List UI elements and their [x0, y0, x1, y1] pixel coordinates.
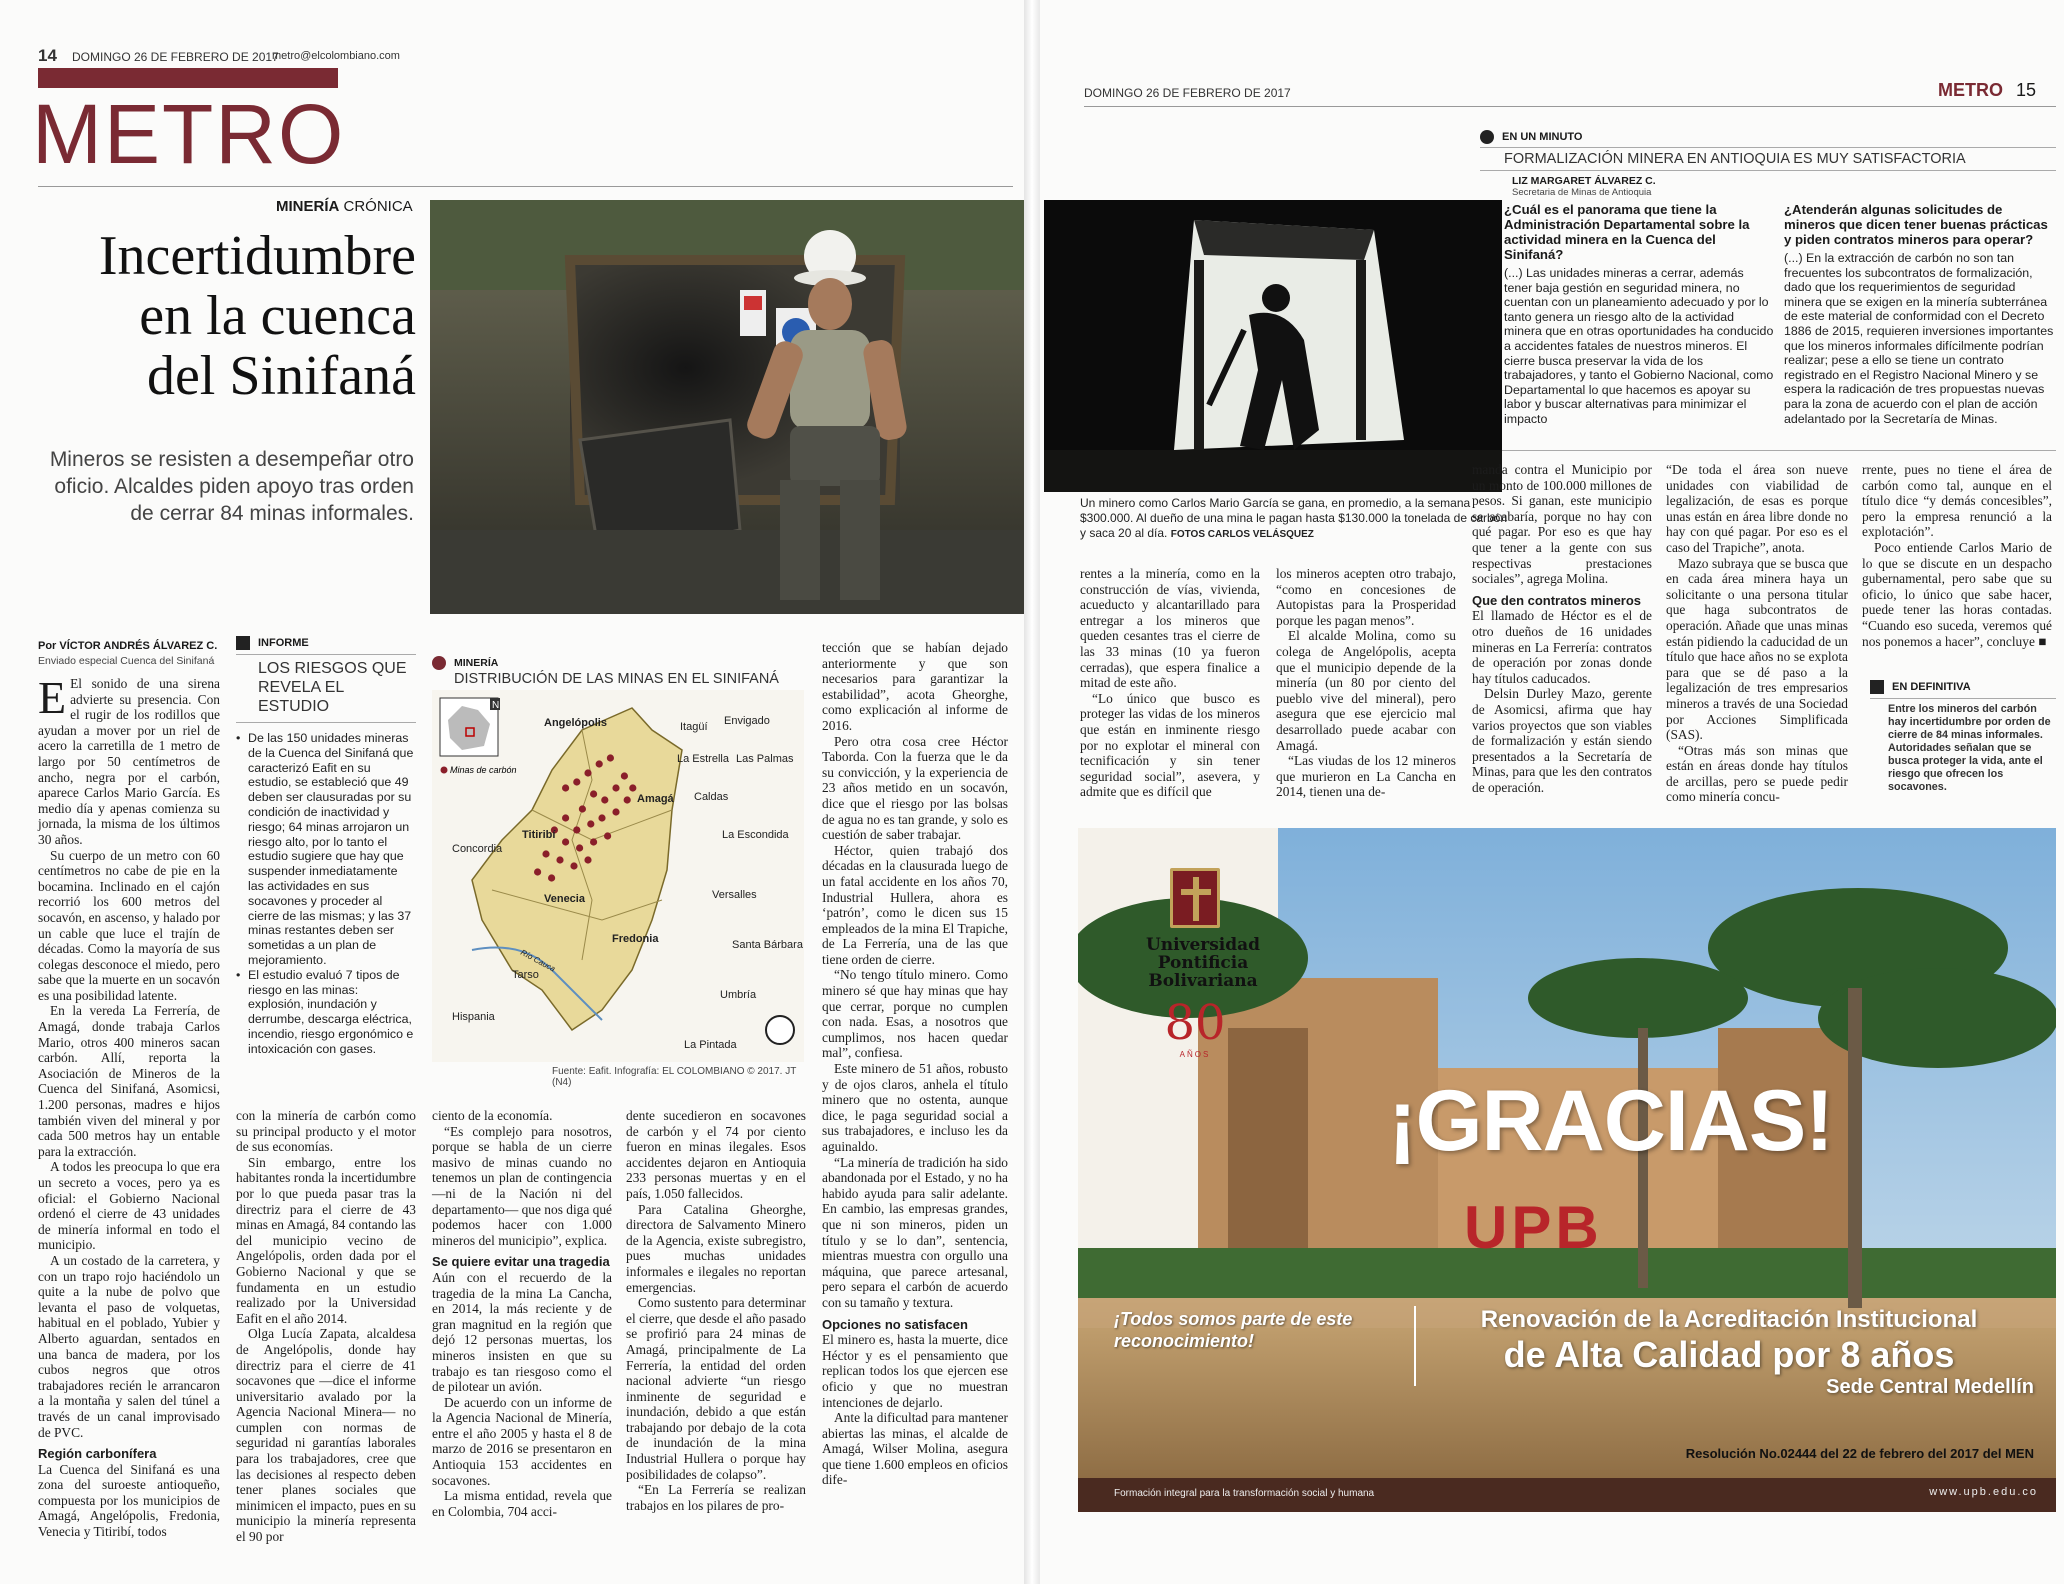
summary-box [1870, 680, 2056, 794]
paragraph: “En La Ferrería se realizan trabajos en los pilares de pro- [626, 1482, 806, 1513]
place-label: Envigado [724, 715, 770, 727]
rule [1480, 147, 2056, 148]
university-name: Universidad Pontificia Bolivariana [1145, 935, 1261, 991]
clock-icon [1480, 130, 1494, 144]
paragraph: “Las viudas de los 12 mineros que murieron en La Cancha en 2014, tienen una de- [1276, 753, 1456, 800]
left-page [0, 0, 1024, 1584]
article-col-2 [236, 1108, 416, 1545]
place-label: Itagüí [680, 721, 708, 733]
paragraph: Mazo subraya que se busca que en cada área minera haya un solicitante o una persona titular que haga subcontratos de operación. Añade que unas minas están pidiendo la caducidad de un título que hace años no se explota para que se dé paso a la legalización de tres empresarios mineros a través de una Sociedad por Acciones Simplificada (SAS). [1666, 555, 1848, 743]
answer: (...) Las unidades mineras a cerrar, además tener baja gestión en seguridad minera, no cuentan con un planeamiento adecuado y por lo tanto genera un riesgo alto de la actividad minera que en otras oportunidades ha conducido a accidentes fatales de nuestros mineros. El cierre busca preservar la vida de los trabajadores, y tanto el Gobierno Nacional, como Departamental lo que hacemos es apoyar su labor y buscar alternativas para minimizar el impacto [1504, 266, 1774, 426]
paragraph: Para Catalina Gheorghe, directora de Salvamento Minero de la Agencia, existe subregistro, pues muchas unidades informales e ilegales no reportan emergencias. [626, 1201, 806, 1295]
mine-marker [598, 814, 605, 821]
mine-marker [587, 820, 594, 827]
question: ¿Atenderán algunas solicitudes de mineros que dicen tener buenas prácticas y piden contratos mineros para operar? [1784, 202, 2048, 247]
issue-date: DOMINGO 26 DE FEBRERO DE 2017 [72, 50, 279, 64]
headline: Incertidumbre en la cuenca del Sinifaná [98, 225, 416, 407]
paragraph: “Lo único que busco es proteger las vidas de los mineros que están en inminente riesgo por no explotar el mineral con tecnificación y sin tener seguridad social”, asevera, y admite que es difícil que [1080, 690, 1260, 800]
paragraph: “Es complejo para nosotros, porque se habla de un cierre masivo de minas cuando no tenemos un plan de contingencia —ni de la Nación ni del departamento— que nos diga qué podemos hacer con 1.000 mineros del municipio”, explica. [432, 1123, 612, 1248]
place-label: Concordia [452, 843, 503, 855]
paragraph: La misma entidad, revela que en Colombia, 704 acci- [432, 1488, 612, 1519]
legend-label: Minas de carbón [450, 765, 517, 775]
place-label: La Pintada [684, 1039, 737, 1051]
paragraph: Este minero de 51 años, robusto y de ojos claros, anhela el título minero que no ostenta, aunque dice, le paga seguridad social a sus trabajadores, e incluso les da aguinaldo. [822, 1061, 1008, 1154]
paragraph: La Cuenca del Sinifaná es una zona del suroeste antioqueño, compuesta por los municipios de Amagá, Angelópolis, Fredonia, Venecia y Titiribí, todos [38, 1461, 220, 1540]
box-title: FORMALIZACIÓN MINERA EN ANTIOQUIA ES MUY SATISFACTORIA [1504, 151, 1966, 167]
place-label: Umbría [720, 989, 757, 1001]
tunnel-photo-illustration [1044, 200, 1502, 492]
mine-marker [624, 796, 631, 803]
mine-marker [596, 760, 603, 767]
paragraph: E El sonido de una sirena advierte su presencia. Con el rugir de los rodillos que ayudan a mover por un riel de acero la carretilla de 1 metro de largo por 50 centímetros de ancho, negra por el carbón, aparece Carlos Mario García. Es medio día y apenas comienza su jornada, la misma de los últimos 30 años. [38, 672, 220, 847]
mine-marker [573, 778, 580, 785]
mine-marker [629, 784, 636, 791]
crest-shape [1170, 868, 1220, 928]
page-number: 15 [2016, 80, 2037, 100]
section-bar [38, 68, 338, 88]
mine-marker [548, 874, 555, 881]
mine-marker [604, 832, 611, 839]
page-gutter [1024, 0, 1040, 1584]
paragraph: A un costado de la carretera, y con un trapo rojo haciéndolo un quite a la nube de polvo que levanta el paso de volquetas, habitual en el poblado, Yubier y Alberto aguardan, sentados en una banca de madera, por los cubos negros que otros trabajadores recién le arrancaron a la montaña y salen del túnel a través de un canal improvisado de PVC. [38, 1252, 220, 1440]
place-label: Amagá [637, 793, 674, 805]
mine-marker [579, 805, 586, 812]
box-kicker: EN DEFINITIVA [1870, 680, 2056, 694]
document-icon [236, 636, 250, 650]
byline: Por VÍCTOR ANDRÉS ÁLVAREZ C. [38, 640, 218, 652]
list-item: • De las 150 unidades mineras de la Cuenca del Sinifaná que caracterizó Eafit en su estudio, se estableció que 49 deben ser clausuradas por su condición de inactividad y riesgo; 64 minas arrojaron un riesgo alto, por lo tanto el estudio sugiere que hay que suspender inmediatamente las actividades en sus socavones y proceder al cierre de las mismas; y las 37 minas restantes deben ser sometidas a un plan de mejoramiento. [236, 731, 416, 968]
interview-q2 [1784, 202, 2056, 426]
article-col-r3 [1472, 462, 1652, 795]
interviewee-name: LIZ MARGARET ÁLVAREZ C. [1512, 175, 1656, 187]
mine-marker [621, 772, 628, 779]
subhead: Opciones no satisfacen [822, 1316, 968, 1332]
ad-url[interactable]: www.upb.edu.co [1929, 1486, 2038, 1498]
mine-marker [601, 796, 608, 803]
paragraph: Héctor, quien trabajó dos décadas en la clausurada luego de un fatal accidente en los años 70, Industrial Hullera, ahora es ‘patrón’, como le dicen sus 15 empleados de la mina El Trapiche, de La Ferrería, una de las que tiene orden de cierre. [822, 842, 1008, 967]
accreditation-line-1: Renovación de la Acreditación Institucional [1480, 1306, 1978, 1333]
paragraph: Su cuerpo de un metro con 60 centímetros no cabe de pie en la bocamina. Inclinado en el cajón recorrió los 600 metros del socavón, en ascenso, y halado por un cable que luce el trajín de décadas. Como la mayoría de sus colegas desconoce el miedo, pero sabe que la muerte en un socavón es una posibilidad latente. [38, 847, 220, 1003]
mine-marker [556, 856, 563, 863]
check-icon [1870, 680, 1884, 694]
pickaxe-icon [432, 656, 446, 670]
paragraph: Olga Lucía Zapata, alcaldesa de Angelópolis, donde hay directriz para el cierre de 41 socavones que —dice el informe universitario avalado por la Agencia Nacional Minera— no cumplen con normas de seguridad ni garantías laborales para los trabajadores, cree que las decisiones al respecto deben tener planes sociales que minimicen el impacto, pues en su municipio la minería representa el 90 por [236, 1326, 416, 1545]
place-label: Santa Bárbara [732, 939, 803, 951]
mine-marker [584, 769, 591, 776]
place-label: Fredonia [612, 933, 659, 945]
mine-marker [573, 826, 580, 833]
article-col-map-right [822, 640, 1008, 1488]
place-label: Angelópolis [544, 717, 607, 729]
section-title: METRO [32, 87, 346, 181]
rule [1084, 106, 2056, 107]
ad-divider [1414, 1306, 1416, 1386]
mine-marker [612, 808, 619, 815]
colombiano-logo-icon [766, 1016, 794, 1044]
paragraph: Poco entiende Carlos Mario de lo que se discute en un despacho gubernamental, pero sabe que su oficio, lo único que sabe hacer, puede tener las horas contadas. “Cuando eso suceda, veremos qué nos ponemos a hacer”, concluye ■ [1862, 539, 2052, 649]
deck: Mineros se resisten a desempeñar otro oficio. Alcaldes piden apoyo tras orden de cerrar 84 minas informales. [49, 448, 414, 525]
interviewee-role: Secretaria de Minas de Antioquia [1512, 187, 1652, 198]
crest-cross-h [1181, 889, 1211, 895]
risk-list [236, 731, 416, 1057]
place-label: Tarso [512, 969, 539, 981]
mine-marker [534, 868, 541, 875]
box-title: LOS RIESGOS QUE REVELA EL ESTUDIO [258, 660, 407, 715]
place-label: Hispania [452, 1011, 495, 1023]
ad-tagline: ¡Todos somos parte de este reconocimiento! [1114, 1309, 1353, 1351]
paragraph: Delsin Durley Mazo, gerente de Asomicsi, afirma que hay varios proyectos que son viables de formalización y están siendo presentados a la Secretaría de Minas, para que les den contratos de operación. [1472, 686, 1652, 795]
paragraph: Sin embargo, entre los habitantes ronda la incertidumbre por lo que pueda pasar tras la directriz para el cierre de 43 minas en Amagá, 84 contando las del municipio vecino de Angelópolis, orden dada por el Gobierno Nacional y que se fundamenta en un estudio realizado por la Universidad Eafit en el año 2014. [236, 1154, 416, 1326]
box-kicker: INFORME [236, 636, 416, 650]
paragraph: ciento de la economía. [432, 1108, 553, 1123]
mine-marker [584, 856, 591, 863]
paragraph: rentes a la minería, como en la construcción de vías, vivienda, acueducto y alcantarillado para entregar a los mineros que queden cesantes tras el cierre de las 33 minas (10 ya fueron cerradas), que espera finalice a mitad de este año. [1080, 566, 1260, 691]
article-col-r4 [1666, 462, 1848, 805]
place-label: Titiribí [522, 829, 556, 841]
mine-marker [590, 838, 597, 845]
rule [236, 654, 416, 655]
place-label: La Estrella [677, 753, 729, 765]
mine-marker [607, 754, 614, 761]
map-graphic [432, 690, 804, 1062]
kicker: MINERÍA CRÓNICA [276, 198, 413, 215]
answer: (...) En la extracción de carbón no son tan frecuentes los subcontratos de formalización, dado que los requerimientos de seguridad minera que se exigen en la minería subterránea de este material de conformidad con el Decreto 1886 de 2015, requieren inversiones importantes que los mineros informales difícilmente podrían realizar; pese a ello se tiene un contrato registrado en el Registro Nacional Minero y se espera la radicación de tres propuestas nuevas para la zona de acuerdo con el plan de acción adelantado por la Secretaría de Minas. [1784, 251, 2054, 426]
upb-advertisement[interactable] [1078, 828, 2056, 1512]
ad-footer-text: Formación integral para la transformación social y humana [1114, 1488, 1375, 1499]
paragraph: El minero es, hasta la muerte, dice Héctor y es el pensamiento que replican todos los que ejercen ese oficio y que no muestran intenciones de dejarlo. [822, 1332, 1008, 1410]
paragraph: Como sustento para determinar el cierre, que desde el año pasado se profirió para 24 minas de Amagá, principalmente de La Ferrería, la entidad del orden nacional advierte “un riesgo inminente de seguridad e inundación, debido a que están trabajando por debajo de la cota de inundación de la mina Industrial Hullera o porque hay posibilidades de colapso”. [626, 1295, 806, 1482]
place-label: Río Cauca [519, 947, 557, 974]
paragraph: manda contra el Municipio por un monto de 100.000 millones de pesos. Si ganan, este municipio se acabaría, porque no hay con qué pagar. Por eso es que hay que tener a la gente con sus respectivas prestaciones sociales”, agrega Molina. [1472, 462, 1652, 587]
paragraph: El alcalde Molina, como su colega de Angelópolis, acepta que el municipio depende de la minería (un 80 por ciento del pueblo vive del mineral), pero asegura que ese ejercicio mal desarrollado puede acabar con Amagá. [1276, 628, 1456, 753]
upb-crest-icon [1140, 868, 1250, 938]
tunnel-photo [1044, 200, 1502, 492]
crest-cross-v [1193, 877, 1199, 921]
page-number: 14 [38, 46, 57, 65]
photo-caption: Un minero como Carlos Mario García se gana, en promedio, a la semana $300.000. Al dueño de una mina le pagan hasta $130.000 la tonelada de carbón y saca 20 al día. FOTOS CARLOS VELÁSQUEZ [1080, 496, 1508, 540]
place-label: La Escondida [722, 829, 789, 841]
section-label: METRO [1938, 80, 2003, 100]
legend-dot [441, 767, 448, 774]
drop-cap: E [38, 672, 67, 723]
question: ¿Cuál es el panorama que tiene la Administración Departamental sobre la actividad minera en la Cuenca del Sinifaná? [1504, 202, 1750, 262]
accreditation-line-2: de Alta Calidad por 8 años [1503, 1334, 1955, 1375]
list-item: • El estudio evaluó 7 tipos de riesgo en las minas: explosión, inundación y derrumbe, descarga eléctrica, incendio, riesgo ergonómico e intoxicación con gases. [236, 968, 416, 1057]
photo-credit: FOTOS CARLOS VELÁSQUEZ [1170, 529, 1314, 540]
anniversary-number: 80 [1164, 995, 1226, 1051]
paragraph: En la vereda La Ferrería, de Amagá, donde trabaja Carlos Mario, otros 400 mineros sacan carbón. Allí, reporta la Asociación de Mineros de la Cuenca del Sinifaná, Asomicsi, 1.200 personas, madres e hijos también viven del mineral y por cada 500 metros hay un entable para la extracción. [38, 1003, 220, 1159]
paragraph: con la minería de carbón como su principal producto y el motor de sus economías. [236, 1108, 416, 1155]
article-col-1 [38, 672, 220, 1540]
box-kicker: EN UN MINUTO [1480, 130, 2056, 144]
mine-marker [576, 844, 583, 851]
right-page [1040, 0, 2064, 1584]
subhead: Región carbonífera [38, 1446, 157, 1462]
subhead: Se quiere evitar una tragedia [432, 1254, 610, 1270]
paragraph: Ante la dificultad para mantener abiertas las minas, el alcalde de Amagá, Wilser Molina, asegura que tiene 1.600 empleos en oficios dife- [822, 1410, 1008, 1488]
miner-photo-illustration [430, 200, 1024, 614]
map-kicker: MINERÍA [432, 656, 804, 670]
rule [1870, 698, 2056, 699]
ad-headline: ¡GRACIAS! [1388, 1073, 1833, 1169]
place-label: Versalles [712, 889, 757, 901]
interview-box [1480, 130, 2056, 198]
paragraph: A todos les preocupa lo que era un secreto a voces, pero ya es oficial: el Gobierno Nacional ordenó el cierre de 43 unidades de minería informal en todo el municipio. [38, 1159, 220, 1253]
paragraph: “De toda el área son nueve unidades con viabilidad de legalización, de esas es porque unas están en área libre donde no hay con qué pagar. Por eso es el caso del Trapiche”, anota. [1666, 462, 1848, 555]
resolution-text: Resolución No.02444 del 22 de febrero del 2017 del MEN [1685, 1446, 2034, 1461]
rule [38, 186, 1013, 187]
rule [236, 722, 416, 723]
paragraph: El llamado de Héctor es el de otro dueños de 16 unidades mineras en La Ferrería: contratos de operación por zonas donde hay títulos caducados. [1472, 608, 1652, 686]
rule [1480, 170, 2056, 171]
byline-role: Enviado especial Cuenca del Sinifaná [38, 655, 215, 667]
interview-q1 [1504, 202, 1774, 427]
paragraph: “No tengo título minero. Como minero sé que hay minas que hay que cerrar, porque no cumplen con nada. Esas, a nosotros que cumplimos, nos hacen quedar mal”, confiesa. [822, 967, 1008, 1061]
paragraph: De acuerdo con un informe de la Agencia Nacional de Minería, entre el año 2005 y hasta el 8 de marzo de 2016 se presentaron en Antioquia 153 accidentes en socavones. [432, 1394, 612, 1488]
mine-marker [542, 850, 549, 857]
subhead: Que den contratos mineros [1472, 592, 1642, 608]
informe-box [236, 636, 416, 1102]
article-col-r2 [1276, 566, 1456, 800]
mine-marker [590, 790, 597, 797]
campus-label: Sede Central Medellín [1826, 1376, 2034, 1398]
paragraph: Aún con el recuerdo de la tragedia de la mina La Cancha, en 2014, la más reciente y de gran magnitud en la región que dejó 12 personas muertas, los mineros insisten en que su trabajo es tan riesgoso como el de pilotear un avión. [432, 1269, 612, 1395]
north-label: N [492, 700, 500, 711]
mine-marker [562, 784, 569, 791]
place-label: Las Palmas [736, 753, 794, 765]
upb-letters: UPB [1464, 1194, 1603, 1261]
article-col-4 [626, 1108, 806, 1513]
paragraph: los mineros acepten otro trabajo, “como en concesiones de Autopistas para la Prosperidad porque les pagan menos”. [1276, 566, 1456, 628]
paragraph: tección que se habían dejado anteriormente y que son necesarios para garantizar la estabilidad”, acota Gheorghe, como explicación al informe de 2016. [822, 640, 1008, 733]
map-title: DISTRIBUCIÓN DE LAS MINAS EN EL SINIFANÁ [454, 671, 779, 687]
mining-map [432, 656, 804, 1088]
paragraph: “La minería de tradición ha sido abandonada por el Estado, y no ha habido ayuda para salir adelante. En cambio, las empresas grandes, que ni son mineros, piden un título y se lo dan”, sentencia, mientras muestra con orgullo una máquina, que parece artesanal, pero separa el carbón de acuerdo con su tamaño y textura. [822, 1154, 1008, 1310]
main-photo [430, 200, 1024, 614]
article-col-r1 [1080, 566, 1260, 800]
mine-marker [570, 862, 577, 869]
paragraph: rrente, pues no tiene el área de carbón como tal, aunque en el título dice “y demás concesibles”, pero la empresa renunció a la explotación”. [1862, 462, 2052, 540]
issue-date: DOMINGO 26 DE FEBRERO DE 2017 [1084, 86, 1291, 100]
section-email: metro@elcolombiano.com [272, 50, 400, 62]
anniversary-label: AÑOS [1179, 1050, 1211, 1059]
article-col-3 [432, 1108, 612, 1519]
summary-text: Entre los mineros del carbón hay incertidumbre por orden de cierre de 84 minas informales. Autoridades señalan que se busca proteger la vida, ante el riesgo que ofrecen los socavones. [1888, 703, 2051, 793]
paragraph: “Otras más son minas que están en áreas donde hay títulos de arcillas, pero se puede pedir como minería concu- [1666, 742, 1848, 805]
mine-marker [612, 784, 619, 791]
mine-marker [562, 838, 569, 845]
place-label: Venecia [544, 893, 585, 905]
paragraph: Pero otra cosa cree Héctor Taborda. Con la fuerza que le da su convicción, y la experiencia de 23 años metido en un socavón, dice que el riesgo por las bolsas de agua no es tan grande, y solo es cuestión de saber trabajar. [822, 733, 1008, 843]
paragraph: dente sucedieron en socavones de carbón y el 74 por ciento fueron en minas ilegales. Esos accidentes dejaron en Antioquia 233 personas muertas y en el país, 1.050 fallecidos. [626, 1108, 806, 1201]
map-source: Fuente: Eafit. Infografía: EL COLOMBIANO © 2017. JT (N4) [552, 1066, 797, 1088]
place-label: Caldas [694, 791, 729, 803]
article-col-r5 [1862, 462, 2052, 649]
rule [1502, 450, 2056, 451]
mine-marker [562, 814, 569, 821]
